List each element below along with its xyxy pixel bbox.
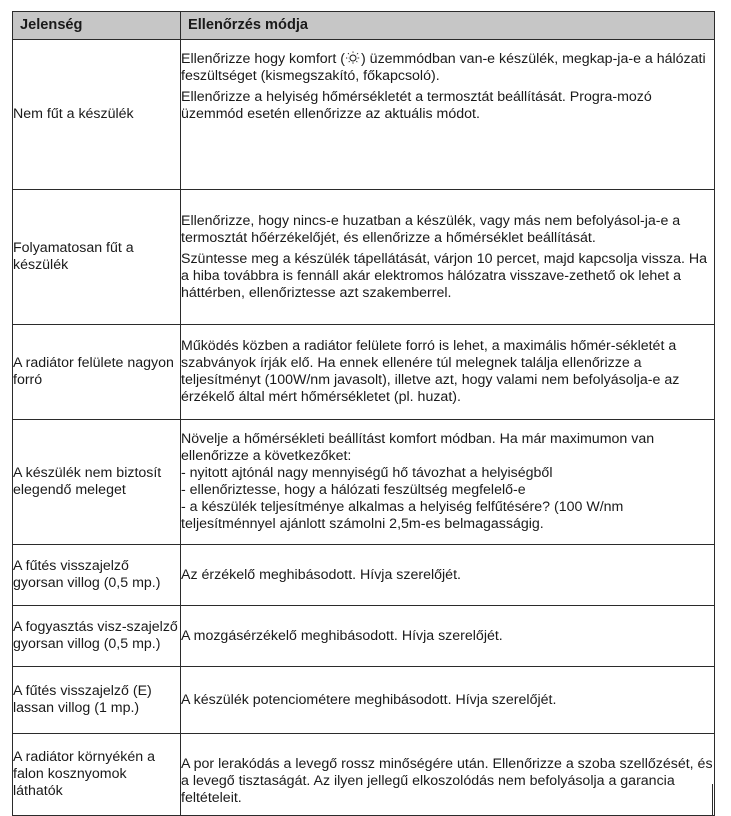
check-cell bbox=[181, 420, 715, 545]
table-row bbox=[13, 734, 715, 816]
check-cell bbox=[181, 40, 715, 190]
troubleshooting-table bbox=[12, 11, 715, 816]
check-cell bbox=[181, 606, 715, 667]
check-paragraph: Szüntesse meg a készülék tápellátását, várjon 10 percet, majd kapcsolja vissza. Ha a hiba továbbra is fennáll akár elektromos hálózatra visszave-zethető ok lehet a háttérben, ellenőriztesse azt szakemberrel. bbox=[181, 250, 707, 301]
list-item: - nyitott ajtónál nagy mennyiségű hő távozhat a helyiségből bbox=[181, 465, 553, 481]
table-row bbox=[13, 606, 715, 667]
symptom-cell: A készülék nem biztosít elegendő meleget bbox=[13, 420, 181, 545]
check-paragraph: Ellenőrizze a helyiség hőmérsékletét a termosztát beállítását. Progra-mozó üzemmód esetén ellenőrizze az aktuális módot. bbox=[181, 89, 652, 122]
check-paragraph: A por lerakódás a levegő rossz minőségére után. Ellenőrizze a szoba szellőzését, és a levegő tisztaságát. Az ilyen jellegű elkoszolódás nem befolyásolja a garancia feltételeit. bbox=[181, 756, 713, 806]
list-item: - ellenőriztesse, hogy a hálózati feszültség megfelelő-e bbox=[181, 482, 526, 498]
table-row bbox=[13, 667, 715, 734]
list-item: - a készülék teljesítménye alkalmas a helyiség felfűtésére? (100 W/nm teljesítménnyel ajánlott számolni 2,5m-es belmagasságig. bbox=[181, 499, 624, 532]
check-paragraph: Ellenőrizze, hogy nincs-e huzatban a készülék, vagy más nem befolyásol-ja-e a termosztát hőérzékelőjét, és ellenőrizze a hőmérséklet beállítását. bbox=[181, 212, 681, 246]
check-cell bbox=[181, 190, 715, 325]
table-row bbox=[13, 420, 715, 545]
symptom-cell: A radiátor környékén a falon kosznyomok láthatók bbox=[13, 734, 181, 816]
symptom-cell: Folyamatosan fűt a készülék bbox=[13, 190, 181, 325]
check-text: Ellenőrizze hogy komfort ( bbox=[181, 51, 346, 67]
table-row bbox=[13, 325, 715, 420]
check-paragraph: A készülék potenciométere meghibásodott. Hívja szerelőjét. bbox=[181, 691, 557, 708]
check-text: ) üzemmódban van-e készülék, megkap-ja-e a hálózati feszültséget (kismegszakító, főkapcsoló). bbox=[181, 51, 706, 84]
symptom-cell: Nem fűt a készülék bbox=[13, 40, 181, 190]
header-check-method: Ellenőrzés módja bbox=[181, 12, 715, 40]
check-cell bbox=[181, 325, 715, 420]
header-symptom: Jelenség bbox=[13, 12, 181, 40]
check-cell bbox=[181, 545, 715, 606]
check-paragraph bbox=[181, 51, 714, 85]
sun-icon bbox=[345, 51, 361, 65]
symptom-cell: A fogyasztás visz-szajelző gyorsan villog (0,5 mp.) bbox=[13, 606, 181, 667]
check-paragraph: Működés közben a radiátor felülete forró is lehet, a maximális hőmér-sékletét a szabványok írják elő. Ha ennek ellenére túl melegnek találja ellenőrizze a teljesítményt (100W/nm javasolt), illetve azt, hogy valami nem befolyásolja-e az érzékelő által mért hőmérsékletet (pl. huzat). bbox=[181, 338, 680, 405]
check-list bbox=[181, 465, 714, 533]
table-edge-line bbox=[712, 784, 713, 815]
symptom-cell: A fűtés visszajelző (E) lassan villog (1 mp.) bbox=[13, 667, 181, 734]
table-header-row bbox=[13, 12, 715, 40]
symptom-cell: A radiátor felülete nagyon forró bbox=[13, 325, 181, 420]
table-row bbox=[13, 545, 715, 606]
table-row bbox=[13, 40, 715, 190]
check-cell bbox=[181, 734, 715, 816]
check-cell bbox=[181, 667, 715, 734]
check-paragraph: Az érzékelő meghibásodott. Hívja szerelőjét. bbox=[181, 566, 461, 583]
symptom-cell: A fűtés visszajelző gyorsan villog (0,5 mp.) bbox=[13, 545, 181, 606]
table-row bbox=[13, 190, 715, 325]
check-paragraph: A mozgásérzékelő meghibásodott. Hívja szerelőjét. bbox=[181, 627, 503, 644]
check-paragraph: Növelje a hőmérsékleti beállítást komfort módban. Ha már maximumon van ellenőrizze a következőket: bbox=[181, 431, 655, 464]
